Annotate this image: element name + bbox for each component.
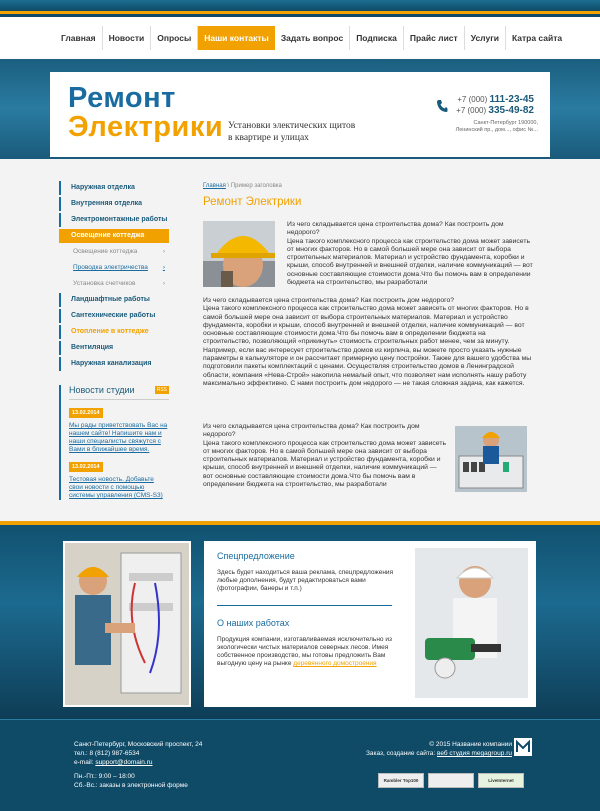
article-paragraph-3: Из чего складывается цена строительства дома? Как построить дом недорого? Цена такого комплексного процесса как строительство дома может зависеть от многих факторов. Но в самой большей мере она зависит от выбора строительных материалов. Материал и устройство фундамента, коробки и крыши, способ внутренней и внешней отделки, наличие коммуникаций — вот основные составляющие стоимости дома.Что бы помочь вам в определении бюджета на строительство, мы разработали: [203, 423, 447, 489]
promo-box: [204, 541, 536, 707]
sidebar-item-5[interactable]: [59, 261, 169, 275]
breadcrumb-separator: \: [227, 183, 230, 189]
phone-line-2: +7 (000) 335-49-82: [456, 105, 534, 116]
promo-divider: [217, 605, 392, 606]
news-item: [69, 454, 169, 500]
article-paragraph-1: Из чего складывается цена строительства дома? Как построить дом недорого? Цена такого комплексного процесса как строительство дома может зависеть от многих факторов. Но в самой большей мере она зависит от выбора строительных материалов. Материал и устройство фундамента, коробки и крыши, способ внутренней и внешней отделки, наличие коммуникаций — вот основные составляющие стоимости дома.Что бы помочь вам в определении бюджета на строительство, мы разработали: [287, 221, 533, 287]
phone-line-1: +7 (000) 111-23-45: [457, 94, 534, 105]
header-address: Санкт-Петербург 190000, Ленинский пр., дом..., офис №...: [455, 120, 538, 133]
sidebar-item-8[interactable]: [59, 309, 169, 323]
liveinternet-counter-badge[interactable]: LiveInternet: [478, 773, 524, 788]
news-header: [69, 385, 169, 400]
sidebar-item-label: Наружная отделка: [71, 184, 135, 191]
breadcrumb-current: Пример заголовка: [230, 183, 282, 189]
sidebar-item-label: Вентиляция: [71, 344, 114, 351]
sidebar-menu: [59, 181, 169, 371]
sidebar-item-label: Электромонтажные работы: [71, 216, 168, 223]
copyright: © 2015 Название компании: [429, 741, 512, 748]
breadcrumb-home[interactable]: Главная: [203, 183, 226, 189]
site-logo[interactable]: [68, 84, 223, 142]
electrician-wiring-image: [65, 543, 189, 705]
sidebar-item-label: Проводка электричества: [73, 264, 148, 271]
top-strip: [0, 0, 600, 14]
phone-numbers: [456, 94, 534, 116]
page-title: Ремонт Электрики: [203, 196, 302, 208]
news-date: 13.02.2014: [69, 408, 103, 418]
sidebar-item-label: Освещение коттеджа: [73, 248, 138, 255]
special-offer-heading: Спецпредложение: [217, 551, 295, 561]
rss-icon[interactable]: RSS: [156, 387, 167, 393]
content-area: [0, 159, 600, 521]
chevron-right-icon: ›: [162, 248, 165, 255]
news-block: [59, 385, 169, 500]
sidebar-item-label: Сантехнические работы: [71, 312, 156, 319]
news-title: Новости студии: [69, 385, 135, 395]
hours-weekdays: Пн.-Пт.: 9:00 – 18:00: [74, 773, 135, 780]
chevron-right-icon: ›: [162, 280, 165, 287]
nav-item-2[interactable]: Опросы: [151, 26, 198, 50]
special-offer-text: Здесь будет находиться ваша реклама, спецпредложения любые дополнения, будут редактироваться вами (фотографии, банеры и т.п.): [217, 569, 394, 592]
sidebar-item-1[interactable]: [59, 197, 169, 211]
main-content: [203, 183, 533, 489]
news-item: [69, 400, 169, 454]
sidebar-item-label: Освещение коттеджа: [71, 232, 145, 239]
article-paragraph-2: Из чего складывается цена строительства дома? Как построить дом недорого? Цена такого комплексного процесса как строительство дома может зависеть от многих факторов. Но в самой большей мере она зависит от выбора строительных материалов. Материал и устройство фундамента, коробки и крыши, способ внутренней и внешней отделки, наличие коммуникаций — вот основные составляющие стоимости дома.Что бы помочь вам в определении бюджета на строительство, позволяющий «прикинуть» стоимость строительных работ менее, чем за минуту. Например, если вас интересует строительство домов из кирпича, вы можете просто указать нужные параметры в калькуляторе и он рассчитает примерную цену постройки. Также для вашего удобства мы подготовили пакеты комплектаций с ценами. Осуществляя строительство домов в Ленинградской области, компания «Нева-Строй» накопила немалый опыт, что позволяет нам исполнять нашу работу максимально эффективно. С нами построить дом недорого — не такая сложная задача, как кажется.: [203, 297, 532, 387]
footer-contacts: [74, 740, 234, 767]
footer: [0, 719, 600, 811]
nav-item-1[interactable]: Новости: [103, 26, 152, 50]
promo-photo-left: [63, 541, 191, 707]
rambler-counter-badge[interactable]: Rambler Top100: [378, 773, 424, 788]
megagroup-logo-icon[interactable]: [514, 738, 532, 756]
breadcrumb: [203, 183, 533, 189]
worker-drill-image: [415, 548, 528, 698]
nav-item-5[interactable]: Подписка: [350, 26, 404, 50]
footer-phone: тел.: 8 (812) 987-6534: [74, 750, 140, 757]
main-nav: [0, 17, 600, 59]
tagline: Установки электических щитов в квартире и улицах: [228, 121, 356, 143]
nav-item-8[interactable]: Катра сайта: [511, 33, 563, 43]
sidebar-item-0[interactable]: [59, 181, 169, 195]
news-date: 13.02.2014: [69, 462, 103, 472]
sidebar-item-3[interactable]: [59, 229, 169, 243]
sidebar-item-label: Наружная канализация: [71, 360, 152, 367]
megagroup-link[interactable]: веб студия megagroup.ru: [436, 750, 512, 757]
sidebar-item-11[interactable]: [59, 357, 169, 371]
about-works-heading: О наших работах: [217, 618, 290, 628]
electrician-panel-image: [455, 426, 527, 492]
nav-item-4[interactable]: Задать вопрос: [275, 26, 350, 50]
sidebar-item-10[interactable]: [59, 341, 169, 355]
footer-email-line: e-mail: support@domain.ru: [74, 759, 153, 766]
news-link[interactable]: Тестовая новость. Добавьте свои новости с помощью системы управления (CMS-S3): [69, 476, 163, 499]
sidebar-item-9[interactable]: [59, 325, 169, 339]
nav-item-6[interactable]: Прайс лист: [404, 26, 465, 50]
sidebar-item-label: Ландшафтные работы: [71, 296, 150, 303]
counter-badge[interactable]: [428, 773, 474, 788]
footer-credits: [340, 740, 512, 758]
footer-address: Санкт-Петербург, Московский проспект, 24: [74, 741, 203, 748]
about-works-text: Продукция компании, изготавливаемая исключительно из экологически чистых материалов северных лесов. Имея собственное производство, мы готовы предложить Вам выгодную цену на рынке деревянного домостроения: [217, 636, 392, 667]
phone-icon: [436, 99, 448, 113]
sidebar-item-label: Внутренняя отделка: [71, 200, 143, 207]
chevron-right-icon: ›: [162, 264, 165, 271]
sidebar-item-label: Отопление в коттедже: [71, 328, 149, 335]
sidebar-item-4[interactable]: [59, 245, 169, 259]
logo-line2: Электрики: [68, 111, 224, 143]
header: [50, 72, 550, 157]
sidebar: [59, 181, 169, 500]
promo-text-column: [217, 551, 395, 668]
sidebar-item-label: Установка счетчиков: [73, 280, 136, 287]
worker-helmet-image: [203, 221, 275, 287]
site-credit: Заказ, создание сайта: веб студия megagroup.ru: [365, 750, 512, 757]
footer-email-link[interactable]: support@domain.ru: [95, 759, 153, 766]
nav-item-0[interactable]: Главная: [55, 26, 103, 50]
footer-hours: [74, 772, 188, 790]
nav-item-3[interactable]: Наши контакты: [198, 26, 275, 50]
sidebar-item-6[interactable]: [59, 277, 169, 291]
counter-badges: [378, 773, 524, 788]
wooden-housing-link[interactable]: деревянного домостроения: [293, 660, 377, 667]
hours-weekend: Сб.-Вс.: заказы в электронной форме: [74, 782, 188, 789]
logo-line1: Ремонт: [68, 82, 176, 114]
nav-item-7[interactable]: Услуги: [465, 26, 506, 50]
sidebar-item-2[interactable]: [59, 213, 169, 227]
news-link[interactable]: Мы рады приветствовать Вас на нашем сайте! Напишите нам и наши специалисты свяжутся с Вами в ближайшее время.: [69, 422, 168, 453]
sidebar-item-7[interactable]: [59, 293, 169, 307]
